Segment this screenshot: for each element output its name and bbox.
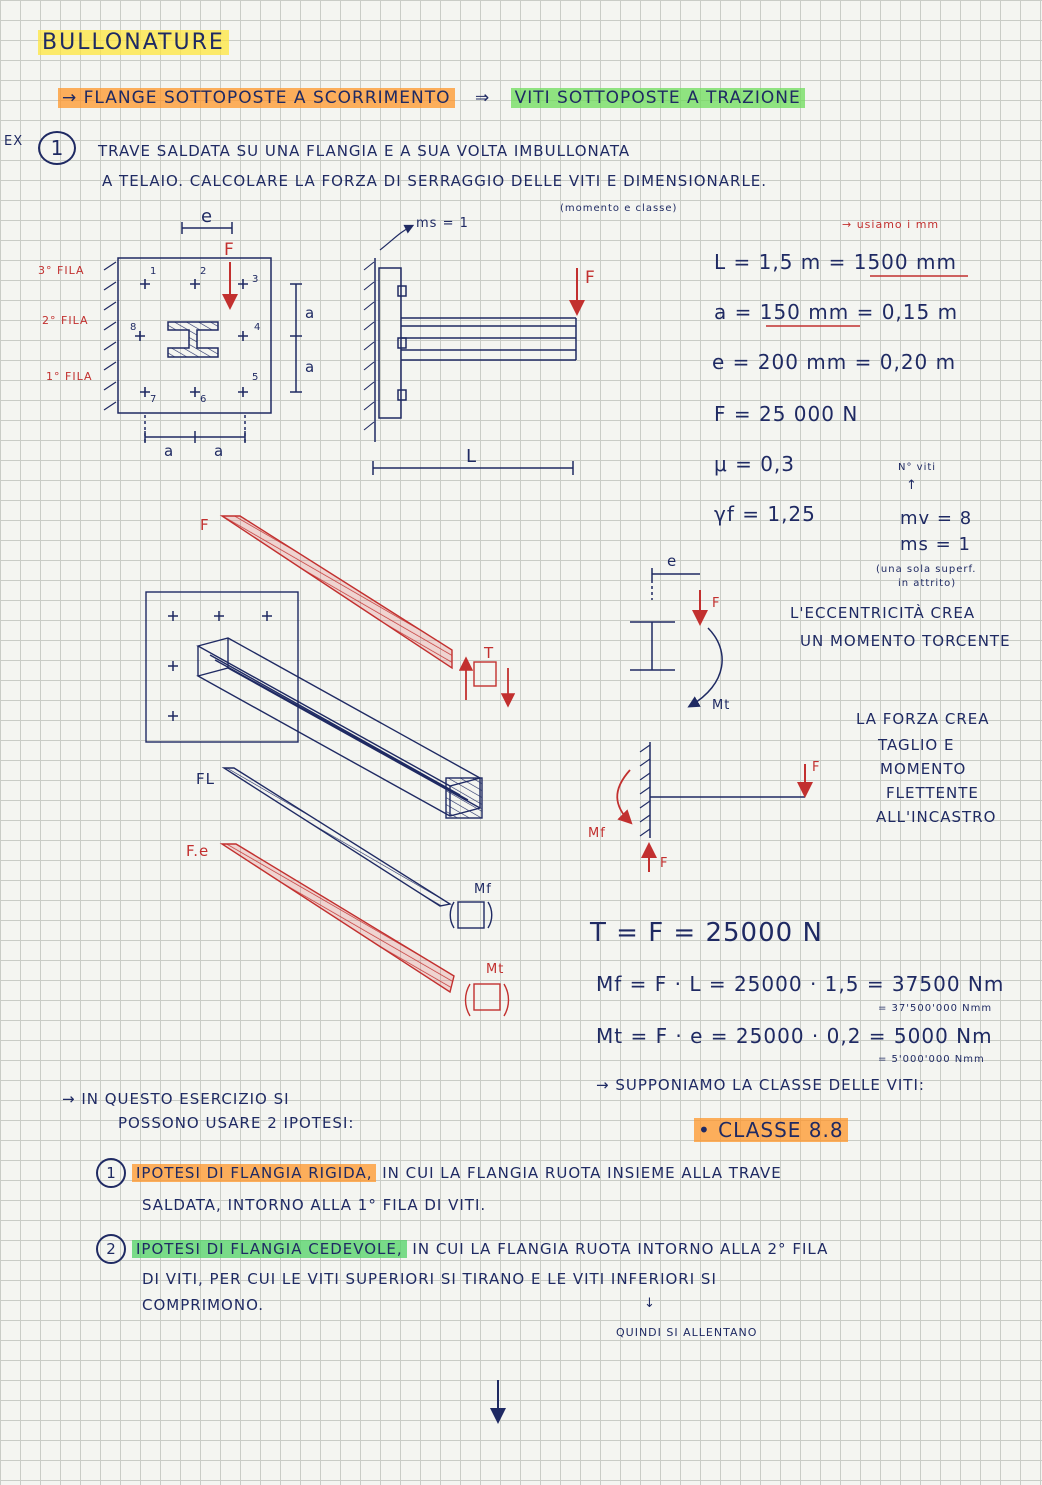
given-a: a = 150 mm = 0,15 m (714, 300, 959, 324)
exercise-line-2: A TELAIO. CALCOLARE LA FORZA DI SERRAGGIO DELLE VITI E DIMENSIONARLE. (102, 172, 768, 190)
bending-text-5: ALL'INCASTRO (876, 808, 997, 826)
hyp-2-line-1: IPOTESI DI FLANGIA CEDEVOLE, IN CUI LA FLANGIA RUOTA INTORNO ALLA 2° FILA (132, 1240, 828, 1258)
exercise-note: (momento e classe) (560, 203, 678, 214)
hyp-2-number: 2 (96, 1234, 126, 1264)
row-label-2: 2° FILA (42, 314, 89, 327)
exercise-line-1: TRAVE SALDATA SU UNA FLANGIA E A SUA VOLTA IMBULLONATA (98, 142, 631, 160)
exercise-tag: EX (4, 134, 24, 149)
given-gamma: γf = 1,25 (714, 502, 816, 526)
iso-t-label: T (484, 644, 495, 662)
hyp-1-line-2: SALDATA, INTORNO ALLA 1° FILA DI VITI. (142, 1196, 487, 1214)
bolt-number: 8 (130, 322, 138, 333)
result-Mf-mm: = 37'500'000 Nmm (878, 1003, 993, 1014)
bending-f-label: F (812, 760, 821, 775)
a-label: a (305, 358, 316, 376)
torque-mt-label: Mt (712, 698, 731, 713)
ms-note-2: in attrito) (898, 578, 957, 589)
bending-text-4: FLETTENTE (886, 784, 979, 802)
row-label-3: 3° FILA (38, 264, 85, 277)
isometric-view (146, 516, 509, 1016)
bending-text-1: LA FORZA CREA (856, 710, 990, 728)
hyp-2-line-2: DI VITI, PER CUI LE VITI SUPERIORI SI TIRANO E LE VITI INFERIORI SI (142, 1270, 717, 1288)
ms-label-side: ms = 1 (416, 216, 469, 231)
torque-section (630, 568, 722, 706)
iso-mt-label: Mt (486, 962, 505, 977)
hyp-intro-2: POSSONO USARE 2 IPOTESI: (118, 1114, 355, 1132)
reaction-f-label: F (660, 856, 669, 871)
torque-text-2: UN MOMENTO TORCENTE (800, 632, 1011, 650)
header-line: → FLANGE SOTTOPOSTE A SCORRIMENTO ⇒ VITI SOTTOPOSTE A TRAZIONE (58, 88, 805, 108)
torque-text-1: L'ECCENTRICITÀ CREA (790, 604, 976, 622)
l-label-side: L (466, 446, 478, 467)
bolt-number: 3 (252, 274, 260, 285)
hyp-2-line-3: COMPRIMONO. (142, 1296, 265, 1314)
bolt-number: 1 (150, 266, 158, 277)
n-viti-label: N° viti (898, 462, 937, 473)
given-mv: mv = 8 (900, 508, 973, 529)
hyp-2-small-arrow: ↓ (644, 1296, 656, 1311)
result-Mt-mm: = 5'000'000 Nmm (878, 1054, 985, 1065)
suppose-class: → SUPPONIAMO LA CLASSE DELLE VITI: (596, 1076, 925, 1094)
a-label: a (214, 442, 225, 460)
row-label-1: 1° FILA (46, 370, 93, 383)
given-L: L = 1,5 m = 1500 mm (714, 250, 957, 274)
iso-fe-label: F.e (186, 842, 210, 860)
torque-e-label: e (667, 552, 678, 570)
result-T: T = F = 25000 N (590, 918, 823, 948)
f-label-side: F (585, 268, 596, 288)
given-e: e = 200 mm = 0,20 m (712, 350, 957, 374)
torque-f-label: F (712, 596, 721, 611)
bolt-number: 5 (252, 372, 260, 383)
bolt-number: 7 (150, 394, 158, 405)
hyp-intro-1: → IN QUESTO ESERCIZIO SI (62, 1090, 290, 1108)
bending-mf-label: Mf (588, 826, 606, 841)
bending-section (640, 742, 805, 838)
bending-text-2: TAGLIO E (878, 736, 955, 754)
bending-text-3: MOMENTO (880, 760, 967, 778)
page-title: BULLONATURE (38, 30, 229, 55)
class-value: • CLASSE 8.8 (694, 1118, 848, 1142)
exercise-number: 1 (38, 131, 76, 165)
mf-arc-arrow (617, 770, 630, 822)
ms-note-1: (una sola superf. (876, 564, 977, 575)
hyp-1-number: 1 (96, 1158, 126, 1188)
given-ms: ms = 1 (900, 534, 971, 555)
iso-mf-label: Mf (474, 882, 492, 897)
bolt-number: 2 (200, 266, 208, 277)
f-label-front: F (224, 240, 235, 260)
hyp-1-line-1: IPOTESI DI FLANGIA RIGIDA, IN CUI LA FLANGIA RUOTA INSIEME ALLA TRAVE (132, 1164, 782, 1182)
iso-f-label: F (200, 516, 210, 534)
units-note: → usiamo i mm (842, 218, 940, 231)
result-Mf: Mf = F · L = 25000 · 1,5 = 37500 Nm (596, 972, 1005, 996)
e-label-front: e (201, 206, 214, 227)
given-F: F = 25 000 N (714, 402, 859, 426)
hyp-2-quindi: QUINDI SI ALLENTANO (616, 1326, 758, 1339)
n-viti-arrow: ↑ (906, 478, 918, 493)
result-Mt: Mt = F · e = 25000 · 0,2 = 5000 Nm (596, 1024, 993, 1048)
given-mu: μ = 0,3 (714, 452, 796, 476)
flange-side-view (364, 226, 576, 475)
bolt-number: 4 (254, 322, 262, 333)
a-label: a (164, 442, 175, 460)
a-label: a (305, 304, 316, 322)
iso-fl-label: FL (196, 770, 215, 788)
bolt-number: 6 (200, 394, 208, 405)
